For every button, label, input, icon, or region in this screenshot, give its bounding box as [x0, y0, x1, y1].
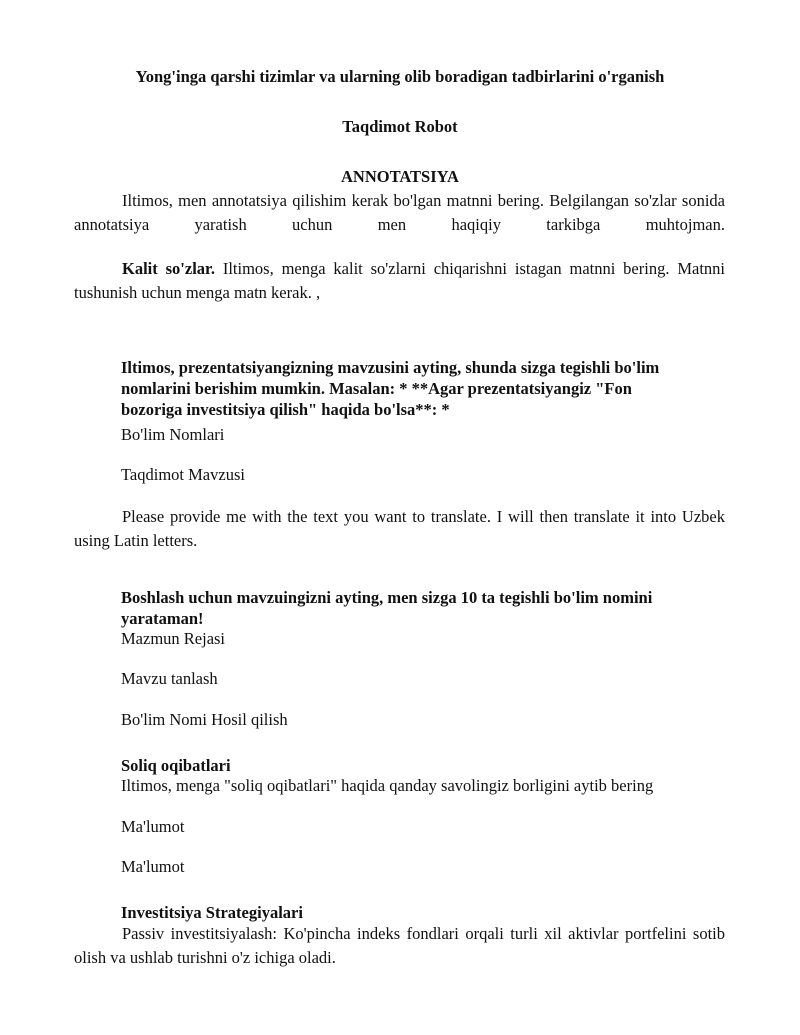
section2-item: Mazmun Rejasi — [121, 629, 226, 648]
section1-item: Bo'lim Nomlari — [121, 425, 225, 444]
keywords-paragraph — [74, 257, 725, 305]
translate-text: Please provide me with the text you want to translate. I will then translate it into Uzbek using Latin letters. — [74, 507, 725, 550]
section3-heading: Soliq oqibatlari — [121, 756, 231, 775]
keywords-text: Iltimos, menga kalit so'zlarni chiqarishni istagan matnni bering. Matnni tushunish uchun menga matn kerak. , — [74, 259, 725, 302]
section1-heading-line: bozoriga investitsiya qilish" haqida bo'lsa**: * — [121, 400, 450, 419]
document-title: Yong'inga qarshi tizimlar va ularning olib boradigan tadbirlarini o'rganish — [135, 67, 665, 86]
section4-heading: Investitsiya Strategiyalari — [121, 903, 303, 922]
section2-item: Bo'lim Nomi Hosil qilish — [121, 710, 288, 729]
annotation-heading: ANNOTATSIYA — [341, 167, 459, 186]
translate-paragraph — [74, 505, 725, 553]
keywords-label: Kalit so'zlar. — [122, 259, 215, 278]
section3-item: Ma'lumot — [121, 817, 185, 836]
annotation-text: Iltimos, men annotatsiya qilishim kerak bo'lgan matnni bering. Belgilangan so'zlar sonida annotatsiya yaratish uchun men haqiqiy tarkibga muhtojman. — [74, 191, 725, 234]
section2-heading-line: yarataman! — [121, 609, 204, 628]
section1-heading-line: nomlarini berishim mumkin. Masalan: * **Agar prezentatsiyangiz "Fon — [121, 379, 632, 398]
section3-item: Ma'lumot — [121, 857, 185, 876]
annotation-paragraph — [74, 189, 725, 237]
section2-heading-line: Boshlash uchun mavzuingizni ayting, men sizga 10 ta tegishli bo'lim nomini — [121, 588, 653, 607]
section1-item: Taqdimot Mavzusi — [121, 465, 245, 484]
section1-heading-line: Iltimos, prezentatsiyangizning mavzusini ayting, shunda sizga tegishli bo'lim — [121, 358, 660, 377]
section4-text: Passiv investitsiyalash: Ko'pincha indeks fondlari orqali turli xil aktivlar portfelini sotib olish va ushlab turishni o'z ichiga oladi. — [74, 924, 725, 967]
section2-item: Mavzu tanlash — [121, 669, 218, 688]
section3-text: Iltimos, menga "soliq oqibatlari" haqida qanday savolingiz borligini aytib bering — [121, 776, 654, 795]
section4-paragraph — [74, 922, 725, 970]
document-subtitle: Taqdimot Robot — [342, 117, 458, 136]
